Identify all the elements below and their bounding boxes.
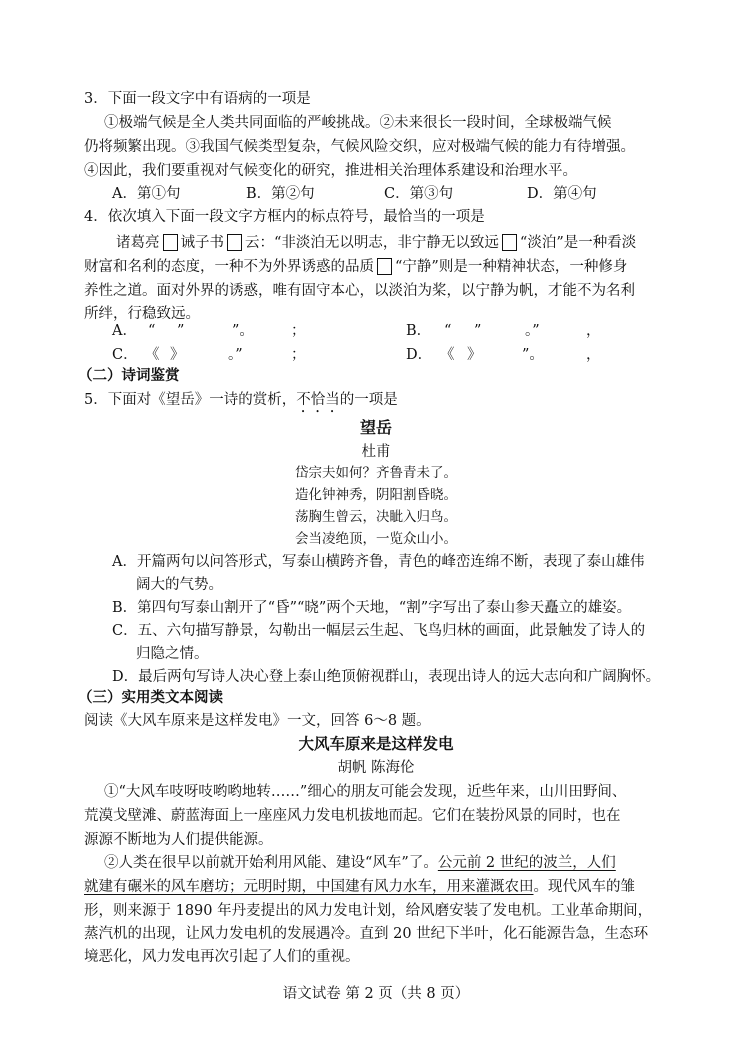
article-p2-line-1 (104, 853, 616, 873)
article-p1-line-2: 荒漠戈壁滩、蔚蓝海面上一座座风力发电机拔地而起。它们在装扮风景的同时，也在 (84, 808, 621, 824)
article-p2-text-2: 。现代风车的雏 (533, 879, 635, 895)
q3-option-a: A．第①句 (112, 186, 181, 202)
q4-option-a-p1: “ (148, 323, 156, 339)
q4-stem: 4．依次填入下面一段文字方框内的标点符号，最恰当的一项是 (84, 209, 485, 225)
q4-option-d-label: D． (406, 347, 433, 363)
q5-option-c-line-2: 归隐之情。 (136, 646, 209, 662)
article-p1-line-3: 源源不断地为人们提供能源。 (84, 832, 273, 848)
q5-option-a-line-1: A．开篇两句以问答形式，写泰山横跨齐鲁，青色的峰峦连绵不断，表现了泰山雄伟 (112, 554, 645, 570)
q4-option-c-label: C． (112, 347, 138, 363)
reading-intro: 阅读《大风车原来是这样发电》一文，回答 6～8 题。 (84, 713, 431, 729)
q4-option-a-p3: ”。 (232, 323, 254, 339)
q4-option-b-p4: ， (586, 323, 601, 339)
q5-stem-a: 5．下面对《望岳》一诗的赏析， (84, 392, 297, 408)
poem-line-1: 岱宗夫如何？齐鲁青未了。 (295, 465, 457, 481)
punctuation-box-3 (502, 234, 517, 251)
article-p2-line-4: 蒸汽机的出现，让风力发电机的发展遇冷。直到 20 世纪下半叶，化石能源告急，生态环 (84, 926, 649, 942)
q4-option-d-p1: 《 (440, 347, 455, 363)
punctuation-box-1 (163, 234, 178, 251)
section-heading-reading: （三）实用类文本阅读 (78, 689, 223, 706)
poem-line-2: 造化钟神秀，阴阳割昏晓。 (295, 487, 457, 503)
page-footer: 语文试卷 第 2 页（共 8 页） (282, 986, 470, 1002)
q4-option-c-p4: ； (291, 347, 306, 363)
q3-passage-line-1: ①极端气候是全人类共同面临的严峻挑战。②未来很长一段时间，全球极端气候 (104, 115, 612, 131)
q3-stem: 3．下面一段文字中有语病的一项是 (84, 91, 311, 107)
q3-passage-line-3: ④因此，我们要重视对气候变化的研究，推进相关治理体系建设和治理水平。 (84, 163, 577, 179)
q4-text-2a: 财富和名利的态度，一种不为外界诱惑的品质 (84, 259, 374, 275)
q4-option-c-p2: 》 (170, 347, 185, 363)
q5-option-d: D．最后两句写诗人决心登上泰山绝顶俯视群山，表现出诗人的远大志向和广阔胸怀。 (112, 669, 661, 685)
article-p2-line-3: 形，则来源于 1890 年丹麦提出的风力发电计划，给风磨安装了发电机。工业革命期间， (84, 903, 653, 919)
punctuation-box-2 (227, 234, 242, 251)
q4-text-1d: “淡泊”是一种看淡 (519, 235, 637, 251)
q5-stem-emphasis: 不恰当 (296, 392, 340, 408)
q4-passage-line-4: 所绊，行稳致远。 (84, 306, 200, 322)
article-p2-line-2 (84, 877, 635, 897)
q5-option-b: B．第四句写泰山割开了“昏”“晓”两个天地，“割”字写出了泰山参天矗立的雄姿。 (112, 600, 632, 616)
q5-stem-b: 的一项是 (339, 392, 398, 408)
q3-option-d: D．第④句 (527, 186, 597, 202)
q3-option-b: B．第②句 (246, 186, 315, 202)
q3-option-c: C．第③句 (384, 186, 454, 202)
q4-option-d-p4: ， (586, 347, 601, 363)
q4-option-a-label: A． (112, 323, 137, 339)
q4-option-a-p4: ； (291, 323, 306, 339)
article-p1-line-1: ①“大风车吱呀吱哟哟地转……”细心的朋友可能会发现，近些年来，山川田野间、 (104, 784, 627, 800)
q3-passage-line-2: 仍将频繁出现。③我国气候类型复杂，气候风险交织，应对极端气候的能力有待增强。 (84, 139, 635, 155)
article-p2-line-5: 境恶化，风力发电再次引起了人们的重视。 (84, 949, 360, 965)
q4-passage-line-1 (116, 233, 636, 253)
q4-passage-line-3: 养性之道。面对外界的诱惑，唯有固守本心，以淡泊为桨，以宁静为帆，才能不为名利 (84, 283, 635, 299)
q4-option-b-p3: 。” (525, 323, 540, 339)
q5-option-a-line-2: 阔大的气势。 (136, 577, 223, 593)
section-heading-poetry: （二）诗词鉴赏 (78, 367, 180, 384)
poem-line-3: 荡胸生曾云，决眦入归鸟。 (295, 509, 457, 525)
q4-option-b-p1: “ (444, 323, 452, 339)
q4-option-d-p3: ”。 (522, 347, 544, 363)
q4-option-b-p2: ” (474, 323, 482, 339)
article-p2-text: ②人类在很早以前就开始利用风能、建设“风车”了。 (104, 855, 438, 871)
q4-text-1a: 诸葛亮 (116, 235, 160, 251)
q4-option-c-p3: 。” (228, 347, 243, 363)
q4-option-a-p2: ” (177, 323, 185, 339)
article-p2-underlined-2: 就建有碾米的风车磨坊；元明时期，中国建有风力水车，用来灌溉农田 (84, 879, 534, 895)
poem-title: 望岳 (359, 418, 392, 437)
poem-line-4: 会当凌绝顶，一览众山小。 (295, 531, 457, 547)
q5-option-c-line-1: C．五、六句描写静景，勾勒出一幅层云生起、飞鸟归林的画面，此景触发了诗人的 (112, 623, 646, 639)
q4-passage-line-2 (84, 257, 627, 277)
article-p2-underlined-1: 公元前 2 世纪的波兰，人们 (437, 855, 616, 871)
punctuation-box-4 (377, 258, 392, 275)
q4-option-c-p1: 《 (145, 347, 160, 363)
article-authors: 胡帆 陈海伦 (337, 760, 415, 776)
article-title: 大风车原来是这样发电 (298, 734, 454, 753)
q4-option-b-label: B． (406, 323, 432, 339)
q4-text-2b: “宁静”则是一种精神状态，一种修身 (395, 259, 628, 275)
q4-option-d-p2: 》 (467, 347, 482, 363)
q4-text-1b: 诫子书 (180, 235, 224, 251)
q4-text-1c: 云：“非淡泊无以明志，非宁静无以致远 (245, 235, 499, 251)
q5-stem (84, 390, 398, 416)
poem-author: 杜甫 (361, 444, 391, 460)
